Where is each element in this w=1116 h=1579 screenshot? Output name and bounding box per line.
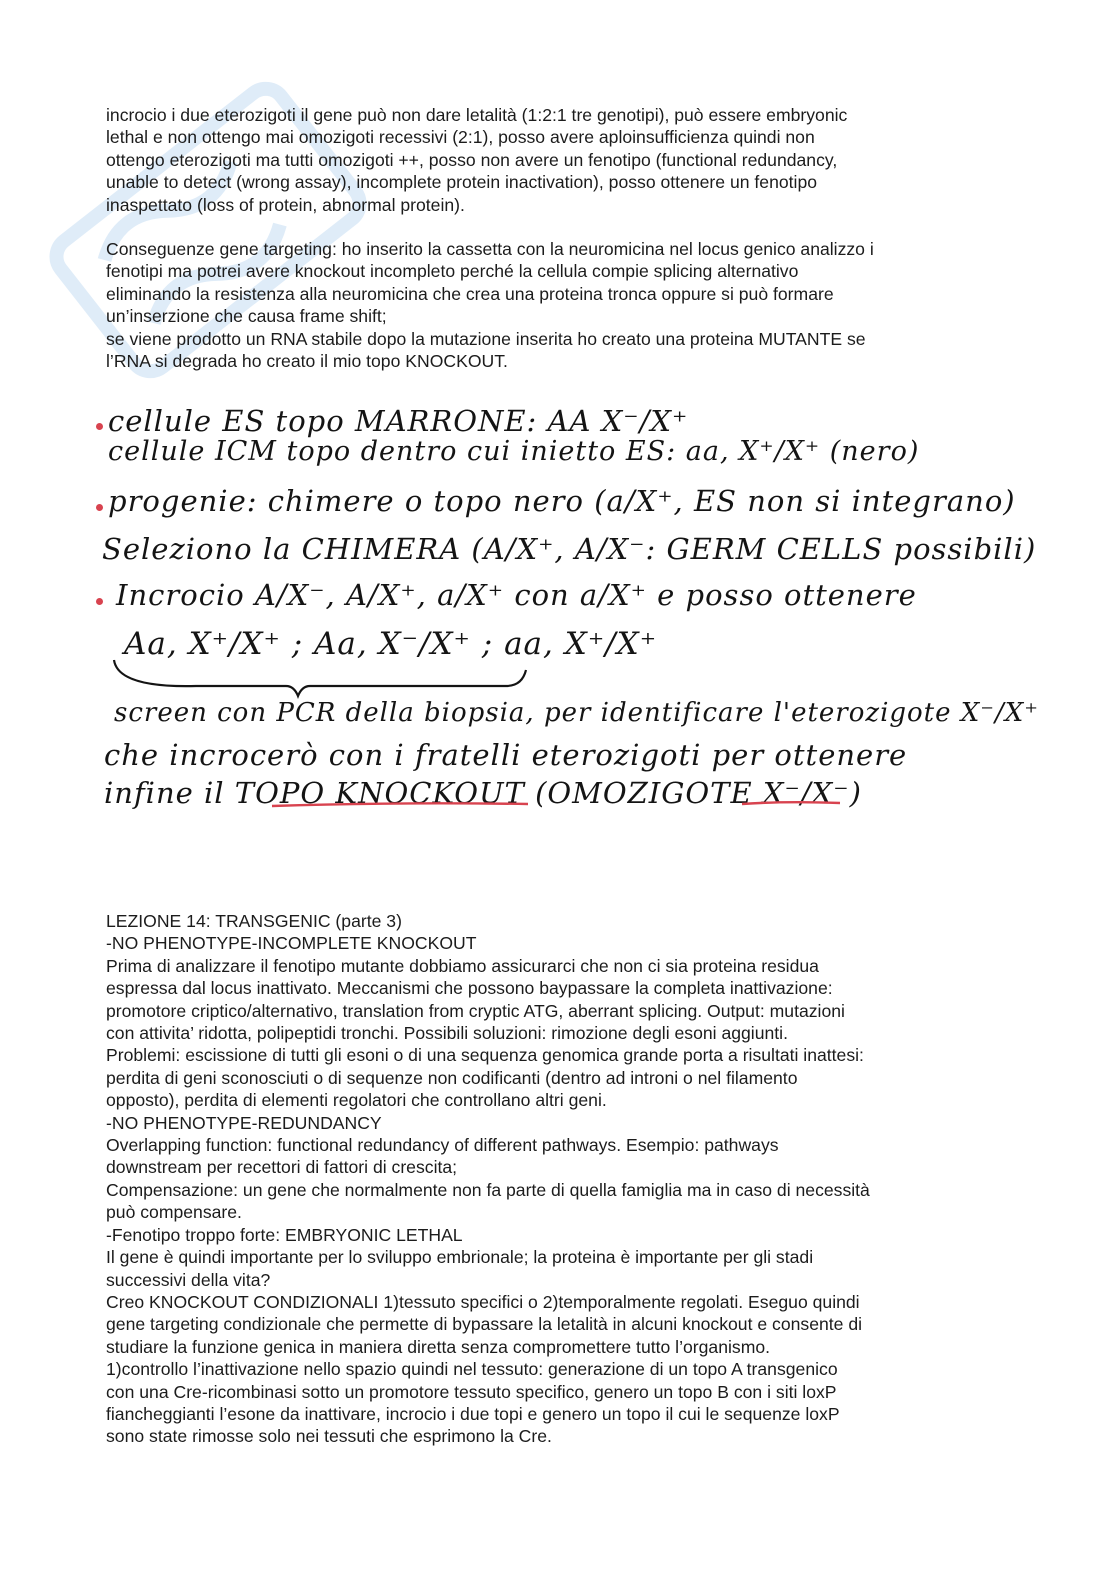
handwritten-line-9: infine il TOPO KNOCKOUT (OMOZIGOTE X⁻/X⁻) xyxy=(104,776,862,810)
lesson-14-section: LEZIONE 14: TRANSGENIC (parte 3) -NO PHENOTYPE-INCOMPLETE KNOCKOUT Prima di analizzare il fenotipo mutante dobbiamo assicurarci che non ci sia proteina residua espressa dal locus inattivato. Meccanismi che possono baypassare la completa inattivazione: promotore criptico/alternativo, translation from cryptic ATG, aberrant splicing. Output: mutazioni con attivita’ ridotta, polipeptidi tronchi. Possibili soluzioni: rimozione degli esoni aggiunti. Problemi: escissione di tutti gli esoni o di una sequenza genomica grande porta a risultati inattesi: perdita di geni sconosciuti o di sequenze non codificanti (dentro ad introni o nel filamento opposto), perdita di elementi regolatori che controllano altri geni. -NO PHENOTYPE-REDUNDANCY Overlapping function: functional redundancy of different pathways. Esempio: pathways downstream per recettori di fattori di crescita; Compensazione: un gene che normalmente non fa parte di quella famiglia ma in caso di necessità può compensare. -Fenotipo troppo forte: EMBRYONIC LETHAL Il gene è quindi importante per lo sviluppo embrionale; la proteina è importante per gli stadi successivi della vita? Creo KNOCKOUT CONDIZIONALI 1)tessuto specifici o 2)temporalmente regolati. Eseguo quindi gene targeting condizionale che permette di bypassare la letalità in alcuni knockout e consente di studiare la funzione genica in maniera diretta senza compromettere tutto l’organismo. 1)controllo l’inattivazione nello spazio quindi nel tessuto: generazione di un topo A transgenico con una Cre-ricombinasi sotto un promotore tessuto specifico, genero un topo B con i siti loxP fiancheggianti l’esone da inattivare, incrocio i due topi e genero un topo il cui le sequenze loxP sono state rimosse solo nei tessuti che esprimono la Cre. xyxy=(106,911,870,1447)
paragraph-gene-targeting: Conseguenze gene targeting: ho inserito la cassetta con la neuromicina nel locus genico analizzo i fenotipi ma potrei avere knockout incompleto perché la cellula compie splicing alternativo eliminando la resistenza alla neuromicina che crea una proteina tronca oppure si può formare un’inserzione che causa frame shift; se viene prodotto un RNA stabile dopo la mutazione inserita ho creato una proteina MUTANTE se l’RNA si degrada ho creato il mio topo KNOCKOUT. xyxy=(106,239,874,372)
handwritten-line-7: screen con PCR della biopsia, per identificare l'eterozigote X⁻/X⁺ xyxy=(114,698,1040,728)
handwritten-line-6: Aa, X⁺/X⁺ ; Aa, X⁻/X⁺ ; aa, X⁺/X⁺ xyxy=(124,626,658,662)
handwritten-line-5: Incrocio A/X⁻, A/X⁺, a/X⁺ con a/X⁺ e posso ottenere xyxy=(116,578,917,612)
underline-topo-knockout xyxy=(272,803,528,806)
handwritten-line-4: Seleziono la CHIMERA (A/X⁺, A/X⁻: GERM CELLS possibili) xyxy=(102,532,1037,566)
handwritten-line-2: cellule ICM topo dentro cui inietto ES: aa, X⁺/X⁺ (nero) xyxy=(108,436,920,467)
handwritten-line-1: cellule ES topo MARRONE: AA X⁻/X⁺ xyxy=(108,404,689,438)
handwritten-strokes xyxy=(96,398,1016,818)
paragraph-crosses: incrocio i due eterozigoti il gene può non dare letalità (1:2:1 tre genotipi), può essere embryonic lethal e non ottengo mai omozigoti recessivi (2:1), posso avere aploinsufficienza quindi non ottengo eterozigoti ma tutti omozigoti ++, posso non avere un fenotipo (functional redundancy, unable to detect (wrong assay), incomplete protein inactivation), posso ottenere un fenotipo inaspettato (loss of protein, abnormal protein). xyxy=(106,105,848,215)
curly-brace xyxy=(114,660,526,696)
handwritten-notes xyxy=(96,398,1040,818)
handwritten-line-3: progenie: chimere o topo nero (a/X⁺, ES non si integrano) xyxy=(108,484,1016,518)
underline-omozigote xyxy=(742,802,840,804)
handwritten-line-8: che incrocerò con i fratelli eterozigoti per ottenere xyxy=(104,738,908,772)
